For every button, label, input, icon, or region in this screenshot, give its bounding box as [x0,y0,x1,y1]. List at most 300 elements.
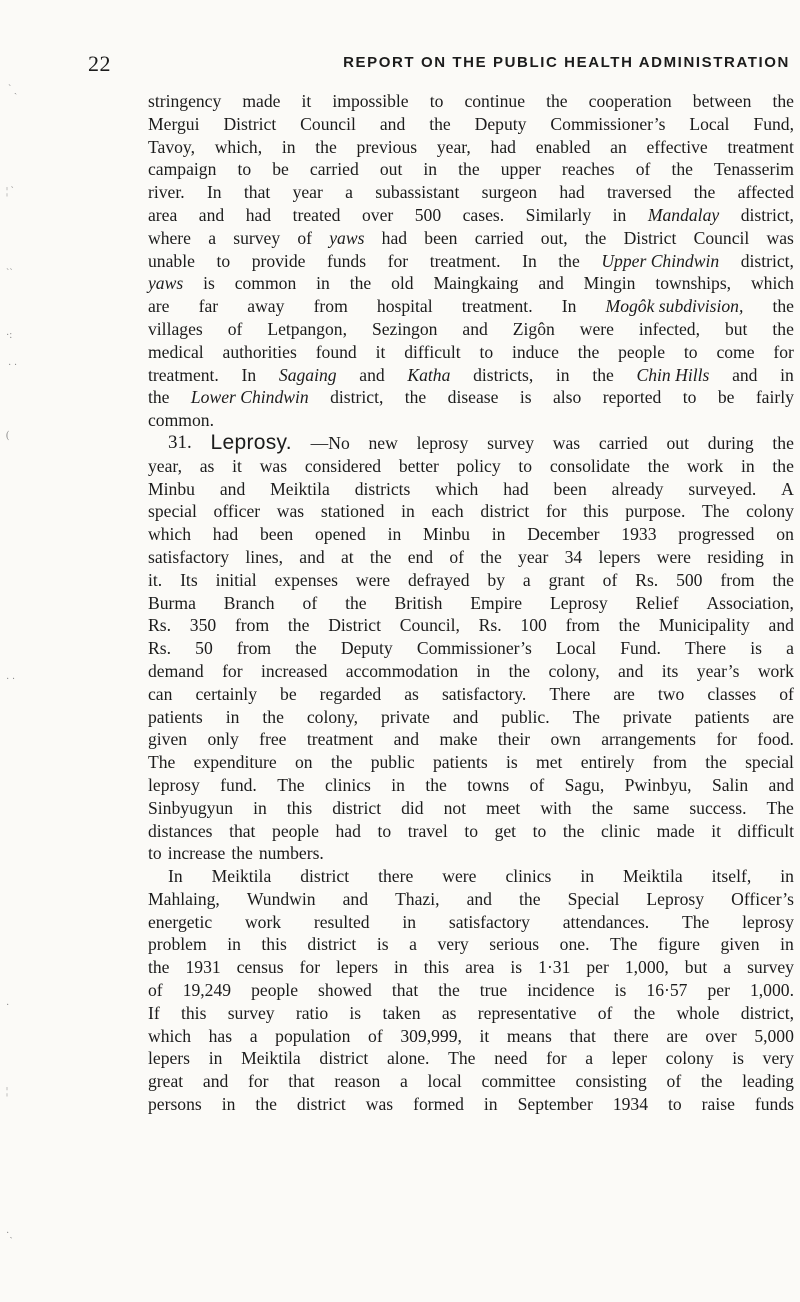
word: in [394,957,408,978]
word: survey [747,957,794,978]
word: far [198,296,219,317]
text-line [148,728,794,751]
margin-mark: ¦ ˋ [6,186,14,197]
word: incidence [527,980,595,1001]
word: end [407,546,434,567]
word: had [245,204,272,225]
word: for [773,341,794,362]
word: great [148,1071,184,1092]
word: problem [148,934,207,955]
word: Similarly [525,204,592,225]
word: of [666,1071,682,1092]
text-line [148,911,794,934]
word: not [443,797,467,818]
word: that [288,1071,315,1092]
word: representative [477,1002,577,1023]
word: Mandalay [647,204,720,225]
text-line [148,1070,794,1093]
word: Mogôk subdivision, [605,296,744,317]
word: river. [148,182,185,203]
word: make [439,729,478,750]
word: 50 [195,638,213,659]
word: people [272,820,319,841]
word: ratio [295,1002,329,1023]
word: travel [407,820,448,841]
word: found [315,341,357,362]
word: of [148,980,163,1001]
word: new [368,432,398,453]
word: over [361,204,394,225]
word: the [508,660,531,681]
word: district [480,501,530,522]
word: the [772,569,794,590]
text-line [148,660,794,683]
word: figure [657,934,700,955]
text-line [148,341,794,364]
word: alone. [386,1048,430,1069]
word: yaws [329,227,365,248]
word: districts, [473,364,534,385]
word: of [635,159,651,180]
word: on [776,524,794,545]
word: the [546,91,568,111]
word: and [732,364,758,385]
word: leading [742,1071,794,1092]
word: Salin [711,774,749,795]
word: the [693,182,716,203]
word: the [584,227,607,248]
word: for [716,729,737,750]
word: which [750,273,794,294]
word: a [345,182,353,203]
word: been [259,524,294,545]
word: Meiktila [623,866,683,887]
word: per [707,980,730,1001]
word: the [404,387,427,408]
word: it [479,1025,490,1046]
running-head: REPORT ON THE PUBLIC HEALTH ADMINISTRATION [343,54,790,71]
word: accommodation [345,660,459,681]
word: 1·31 [538,957,571,978]
word: the [633,1002,656,1023]
word: year, [436,136,471,157]
word: in [225,706,240,727]
word: are [148,296,170,317]
word: of [779,683,794,704]
text-line [148,1047,794,1070]
word: it [301,91,312,111]
text-line [148,820,794,843]
word: get [494,820,517,841]
word: 309,999, [400,1025,462,1046]
word: with [540,797,572,818]
word: the [262,706,284,727]
word: the [330,752,353,773]
word: The [148,752,176,773]
word: a [249,1025,258,1046]
word: had [381,227,408,248]
word: to [518,455,533,476]
word: distances [148,820,213,841]
word: Zigôn [512,318,555,339]
word: reason [334,1071,381,1092]
word: from [652,752,687,773]
word: district [307,934,357,955]
word: increased [260,660,328,681]
text-line [148,295,794,318]
word: as [199,455,215,476]
word: year [292,182,323,203]
word: in [208,1048,223,1069]
text-line [148,500,794,523]
word: of [368,1025,383,1046]
word: by [487,569,506,590]
word: is [349,1002,362,1023]
word: In [206,182,222,203]
word: work [244,911,282,932]
word: raise [701,1094,735,1115]
word: it [375,341,386,362]
word: given [148,729,188,750]
word: special [148,501,197,522]
word: Fund, [753,113,794,134]
word: is [506,752,518,773]
word: for [248,1071,269,1092]
word: in [476,660,491,681]
word: which [148,524,191,545]
word: attendances. [562,911,650,932]
word: carried [474,227,524,248]
word: stringency [148,91,222,111]
word: this [261,934,287,955]
word: was [365,1094,394,1115]
word: was [552,432,581,453]
word: In [561,296,577,317]
word: 350 [189,615,217,636]
word: satisfactory. [441,683,527,704]
word: out [666,432,689,453]
word: already [611,478,664,499]
text-line [148,250,794,273]
word: from [313,296,348,317]
word: 500 [414,204,442,225]
text-line [148,774,794,797]
word: Mahlaing, [148,888,220,909]
word: the [772,296,794,317]
body-text [148,90,794,1116]
word: to [148,843,162,864]
word: own [550,729,581,750]
word: and [342,888,369,909]
word: of [449,546,465,567]
word: also [552,387,582,408]
word: Local [689,113,730,134]
word: to [683,341,698,362]
word: year [518,546,549,567]
word: lepers [148,1048,191,1069]
word: out [379,159,403,180]
word: for [546,1048,567,1069]
word: to [479,341,494,362]
word: had [559,182,585,203]
word: subassistant [375,182,460,203]
word: satisfactory [148,546,230,567]
text-line [148,364,794,387]
word: in [316,273,330,294]
word: In [241,364,257,385]
word: the [772,432,794,453]
word: medical [148,341,204,362]
word: enabled [535,136,591,157]
margin-mark: ·: [6,330,13,341]
word: 1933 [621,524,657,545]
word: given [720,934,760,955]
word: the [287,615,310,636]
word: area [465,957,495,978]
word: 5,000 [754,1025,794,1046]
word: defrayed [407,569,470,590]
word: in [483,1094,498,1115]
word: that [243,182,271,203]
word: that [229,820,256,841]
word: a [208,227,217,248]
text-line [148,227,794,250]
word: each [431,501,464,522]
word: purpose. [625,501,686,522]
word: cases. [462,204,505,225]
word: are [772,706,794,727]
word: Empire [470,592,523,613]
word: a [585,1048,594,1069]
word: villages [148,318,203,339]
word: and [538,273,564,294]
word: in [491,524,506,545]
word: of [302,592,318,613]
word: traversed [607,182,672,203]
word: a [723,957,732,978]
word: in [740,455,755,476]
word: Upper Chindwin [601,250,720,271]
word: 1931 [185,957,221,978]
word: old [391,273,414,294]
word: reported [602,387,662,408]
word: increase [167,843,226,864]
word: The [572,706,600,727]
word: the [425,774,447,795]
word: which [148,1025,191,1046]
word: in [387,524,402,545]
word: better [398,455,439,476]
word: showed [318,980,372,1001]
word: in [580,866,595,887]
word: per [586,957,609,978]
word: were [579,318,614,339]
word: the [429,113,451,134]
text-line [148,1002,794,1025]
word: a [522,569,531,590]
word: between [692,91,752,111]
word: difficult [737,820,794,841]
word: provide [251,250,306,271]
word: There [549,683,591,704]
word: consolidate [549,455,630,476]
word: are [613,683,635,704]
word: the [349,273,372,294]
word: Minbu [423,524,470,545]
word: opened [314,524,366,545]
word: a [409,934,417,955]
word: to [429,91,444,111]
word: at [340,546,354,567]
text-line [148,204,794,227]
word: Mergui [148,113,200,134]
word: and [359,364,385,385]
word: demand [148,660,204,681]
word: of [227,318,243,339]
word: there [613,1025,649,1046]
word: induce [512,341,559,362]
word: which [435,478,479,499]
word: the [295,638,317,659]
word: be [717,387,735,408]
word: —No [310,432,350,453]
word: surgeon [481,182,538,203]
word: fairly [755,387,794,408]
word: survey [233,227,281,248]
word: of [297,227,313,248]
word: that [391,980,419,1001]
word: Pwinbyu, [624,774,692,795]
word: Tavoy, [148,136,195,157]
word: clinic [600,820,641,841]
word: to [532,820,547,841]
word: had [212,524,239,545]
word: and [462,318,488,339]
margin-mark: ˋˋ [6,268,13,279]
word: Rs. [478,615,502,636]
word: 31. [168,431,192,453]
text-line [148,546,794,569]
word: district [319,1048,369,1069]
word: people [251,980,299,1001]
word: The [766,797,794,818]
word: be [280,683,297,704]
word: and [768,615,794,636]
word: and [379,113,406,134]
word: In [522,250,537,271]
word: District [223,113,277,134]
word: Leprosy [550,592,608,613]
word: funds [326,250,367,271]
word: the [148,387,170,408]
word: districts [354,478,411,499]
word: is [203,273,215,294]
word: Minbu [148,478,195,499]
word: success. [689,797,747,818]
word: lepers [598,546,641,567]
word: census [236,957,284,978]
text-line [148,888,794,911]
word: and [393,729,420,750]
word: to [464,820,479,841]
word: is [732,1048,744,1069]
word: Deputy [474,113,527,134]
word: Its [180,569,198,590]
word: the [772,318,794,339]
word: Burma [148,592,196,613]
word: is [614,980,627,1001]
word: as [441,1002,457,1023]
word: 1,000. [749,980,794,1001]
word: initial [215,569,257,590]
word: clinics [505,866,552,887]
word: and [768,774,794,795]
word: disease [447,387,499,408]
page-header [88,51,790,75]
word: away [247,296,285,317]
word: consisting [575,1071,647,1092]
text-line [148,569,794,592]
word: Sagu, [564,774,605,795]
word: the [345,592,367,613]
word: Sagaing [278,364,337,385]
word: Letpangon, [267,318,347,339]
word: hospital [376,296,433,317]
word: true [479,980,508,1001]
word: population [275,1025,351,1046]
word: people [618,341,666,362]
word: this [286,797,313,818]
margin-mark: · · [8,360,18,371]
page-number: 22 [88,51,111,76]
text-line [148,318,794,341]
word: classes [707,683,757,704]
word: food. [757,729,794,750]
word: The [448,1048,476,1069]
word: it. [148,569,163,590]
word: can [148,683,173,704]
word: of [602,569,618,590]
word: the [618,615,641,636]
word: District [328,615,381,636]
word: Thazi, [395,888,440,909]
word: formed [413,1094,464,1115]
word: in [221,1094,236,1115]
word: Rs. [635,569,659,590]
word: taken [382,1002,421,1023]
word: need [494,1048,528,1069]
word: and [219,478,246,499]
word: in [780,934,794,955]
word: one. [559,934,590,955]
word: and [617,660,644,681]
word: but [724,318,748,339]
word: had [335,820,361,841]
word: this [583,501,609,522]
word: The [702,501,730,522]
word: special [745,752,794,773]
word: policy [456,455,501,476]
word: funds [754,1094,794,1115]
word: in [780,364,794,385]
word: been [424,227,458,248]
word: for [299,957,321,978]
word: whole [676,1002,720,1023]
word: the [480,546,502,567]
section-heading: Leprosy. [210,430,292,454]
word: in [402,911,417,932]
text-line [148,683,794,706]
